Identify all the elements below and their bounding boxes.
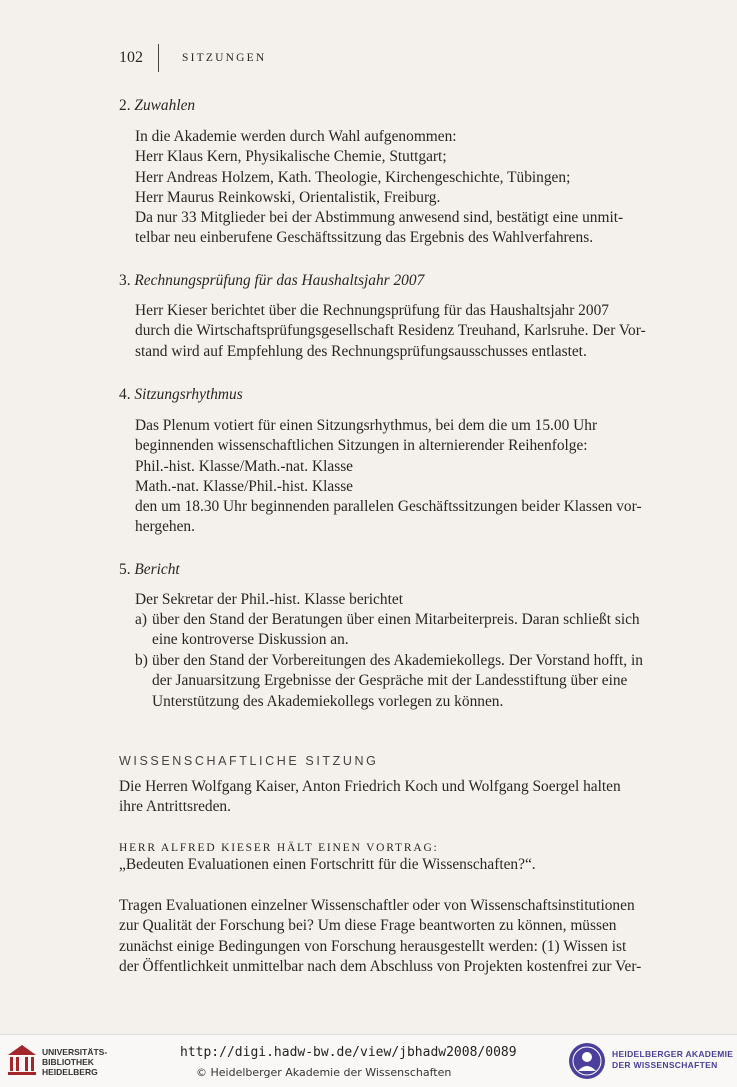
text-line: Math.-nat. Klasse/Phil.-hist. Klasse — [135, 477, 354, 495]
text-line: Tragen Evaluationen einzelner Wissenschaftler oder von Wissenschaftsinstitutionen — [119, 897, 635, 914]
text-line: Herr Maurus Reinkowski, Orientalistik, Freiburg. — [135, 188, 441, 206]
list-marker: b) — [135, 652, 148, 669]
text-line: Herr Andreas Holzem, Kath. Theologie, Kirchengeschichte, Tübingen; — [135, 168, 571, 186]
text-line: telbar neu einberufene Geschäftssitzung das Ergebnis des Wahlverfahrens. — [135, 229, 594, 247]
text-line: Das Plenum votiert für einen Sitzungsrhythmus, bei dem die um 15.00 Uhr — [135, 417, 598, 434]
wissenschaftliche-sitzung-body — [119, 777, 672, 818]
text-line: der Öffentlichkeit unmittelbar nach dem Abschluss von Projekten kostenfrei zur Ver- — [119, 957, 642, 975]
section-heading-wissenschaftliche-sitzung: WISSENSCHAFTLICHE SITZUNG — [119, 754, 379, 768]
list-marker: a) — [135, 611, 147, 628]
text-line: hergehen. — [135, 518, 195, 536]
lecture-title: „Bedeuten Evaluationen einen Fortschritt für die Wissenschaften?“. — [119, 856, 536, 873]
text-line: den um 18.30 Uhr beginnenden parallelen Geschäftssitzungen beider Klassen vor- — [135, 498, 642, 516]
text-line: In die Akademie werden durch Wahl aufgenommen: — [135, 128, 457, 145]
text-line: durch die Wirtschaftsprüfungsgesellschaft Residenz Treuhand, Karlsruhe. Der Vor- — [135, 322, 646, 340]
text-line: Unterstützung des Akademiekollegs vorlegen zu können. — [152, 692, 504, 710]
text-line: eine kontroverse Diskussion an. — [152, 631, 349, 649]
text-line: zur Qualität der Forschung bei? Um diese Frage beantworten zu können, müssen — [119, 917, 617, 935]
text-line: stand wird auf Empfehlung des Rechnungsprüfungsausschusses entlastet. — [135, 342, 587, 360]
section-zuwahlen-body — [135, 127, 672, 249]
section-bericht-intro — [135, 590, 672, 610]
text-line: zunächst einige Bedingungen von Forschung herausgestellt werden: (1) Wissen ist — [119, 937, 627, 955]
text-line: ihre Antrittsreden. — [119, 798, 231, 816]
text-line: beginnenden wissenschaftlichen Sitzungen in alternierender Reihenfolge: — [135, 437, 588, 455]
section-heading-bericht: 5. Bericht — [119, 561, 180, 578]
text-line: der Januarsitzung Ergebnisse der Gespräche mit der Landesstiftung über eine — [152, 672, 628, 690]
page-number: 102 — [119, 49, 143, 66]
text-line: über den Stand der Beratungen über einen Mitarbeiterpreis. Daran schließt sich — [152, 611, 640, 628]
library-name: UNIVERSITÄTS- BIBLIOTHEK HEIDELBERG — [42, 1047, 108, 1077]
permalink-url[interactable]: http://digi.hadw-bw.de/view/jbhadw2008/0089 — [180, 1045, 517, 1060]
header-divider — [158, 44, 159, 72]
university-library-logo-icon[interactable] — [6, 1043, 38, 1077]
section-rechnungspruefung-body — [135, 301, 672, 362]
academy-seal-icon[interactable] — [568, 1042, 606, 1080]
lecture-body — [119, 896, 672, 977]
text-line: Da nur 33 Mitglieder bei der Abstimmung anwesend sind, bestätigt eine unmit- — [135, 209, 624, 227]
academy-name: HEIDELBERGER AKADEMIE DER WISSENSCHAFTEN — [612, 1049, 734, 1070]
running-title: SITZUNGEN — [182, 52, 267, 64]
section-heading-rechnungspruefung: 3. Rechnungsprüfung für das Haushaltsjahr 2007 — [119, 272, 425, 289]
viewer-footer — [0, 1034, 737, 1087]
section-heading-zuwahlen: 2. Zuwahlen — [119, 97, 196, 114]
text-line: Herr Kieser berichtet über die Rechnungsprüfung für das Haushaltsjahr 2007 — [135, 302, 609, 319]
section-sitzungsrhythmus-body — [135, 416, 672, 538]
text-line: Die Herren Wolfgang Kaiser, Anton Friedrich Koch und Wolfgang Soergel halten — [119, 778, 621, 795]
text-line: Herr Klaus Kern, Physikalische Chemie, Stuttgart; — [135, 148, 447, 166]
text-line: Der Sekretar der Phil.-hist. Klasse berichtet — [135, 591, 403, 608]
section-heading-sitzungsrhythmus: 4. Sitzungsrhythmus — [119, 386, 243, 403]
lecture-speaker-line: HERR ALFRED KIESER HÄLT EINEN VORTRAG: — [119, 842, 439, 854]
copyright-notice: © Heidelberger Akademie der Wissenschaften — [196, 1066, 452, 1079]
text-line: Phil.-hist. Klasse/Math.-nat. Klasse — [135, 457, 354, 475]
text-line: über den Stand der Vorbereitungen des Akademiekollegs. Der Vorstand hofft, in — [152, 652, 643, 669]
